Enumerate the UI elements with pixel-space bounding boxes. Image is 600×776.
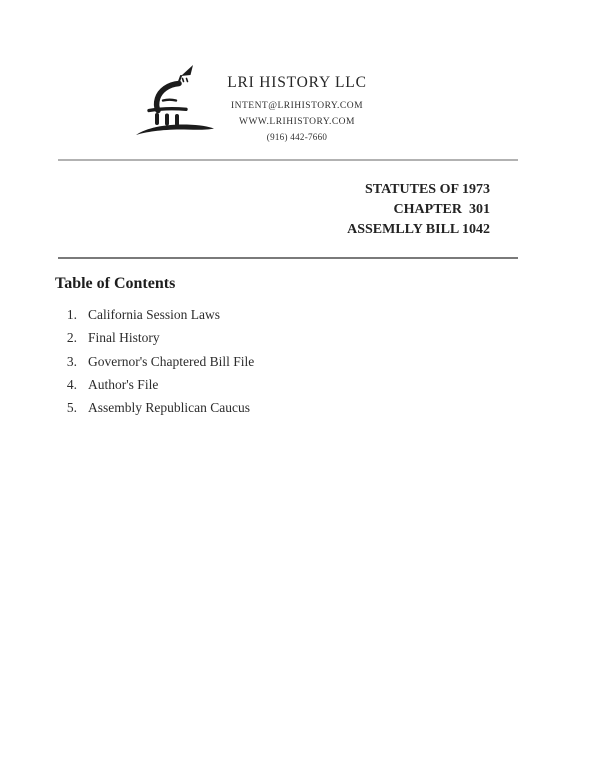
toc-heading: Table of Contents [55, 275, 176, 292]
chapter-line: CHAPTER 301 [393, 202, 490, 217]
phone-text: (916) 442-7660 [266, 132, 328, 142]
toc-item [55, 307, 254, 330]
toc-list [55, 307, 254, 423]
website-text: WWW.LRIHISTORY.COM [239, 116, 355, 127]
toc-item-label: Final History [88, 330, 160, 346]
toc-item-number: 5. [66, 400, 77, 416]
toc-item-number: 4. [66, 376, 77, 392]
toc-item [55, 354, 254, 377]
toc-item-label: Assembly Republican Caucus [88, 400, 250, 416]
toc-item-number: 1. [66, 307, 77, 322]
company-name: LRI HISTORY LLC [227, 74, 367, 91]
toc-item-label: Author's File [88, 376, 159, 392]
toc-item-label: Governor's Chaptered Bill File [88, 353, 255, 369]
bottom-divider [58, 257, 518, 259]
letterhead-text-block [187, 73, 407, 146]
toc-item-number: 3. [66, 353, 77, 369]
top-divider [58, 159, 518, 161]
assembly-bill-line: ASSEMLLY BILL 1042 [347, 222, 490, 237]
statutes-year-line: STATUTES OF 1973 [365, 182, 490, 197]
toc-item-label: California Session Laws [88, 307, 220, 322]
toc-item [55, 330, 254, 353]
toc-item [55, 400, 254, 423]
toc-item [55, 377, 254, 400]
email-text: INTENT@LRIHISTORY.COM [230, 101, 364, 111]
statute-reference-block [347, 180, 490, 240]
toc-item-number: 2. [66, 330, 77, 346]
